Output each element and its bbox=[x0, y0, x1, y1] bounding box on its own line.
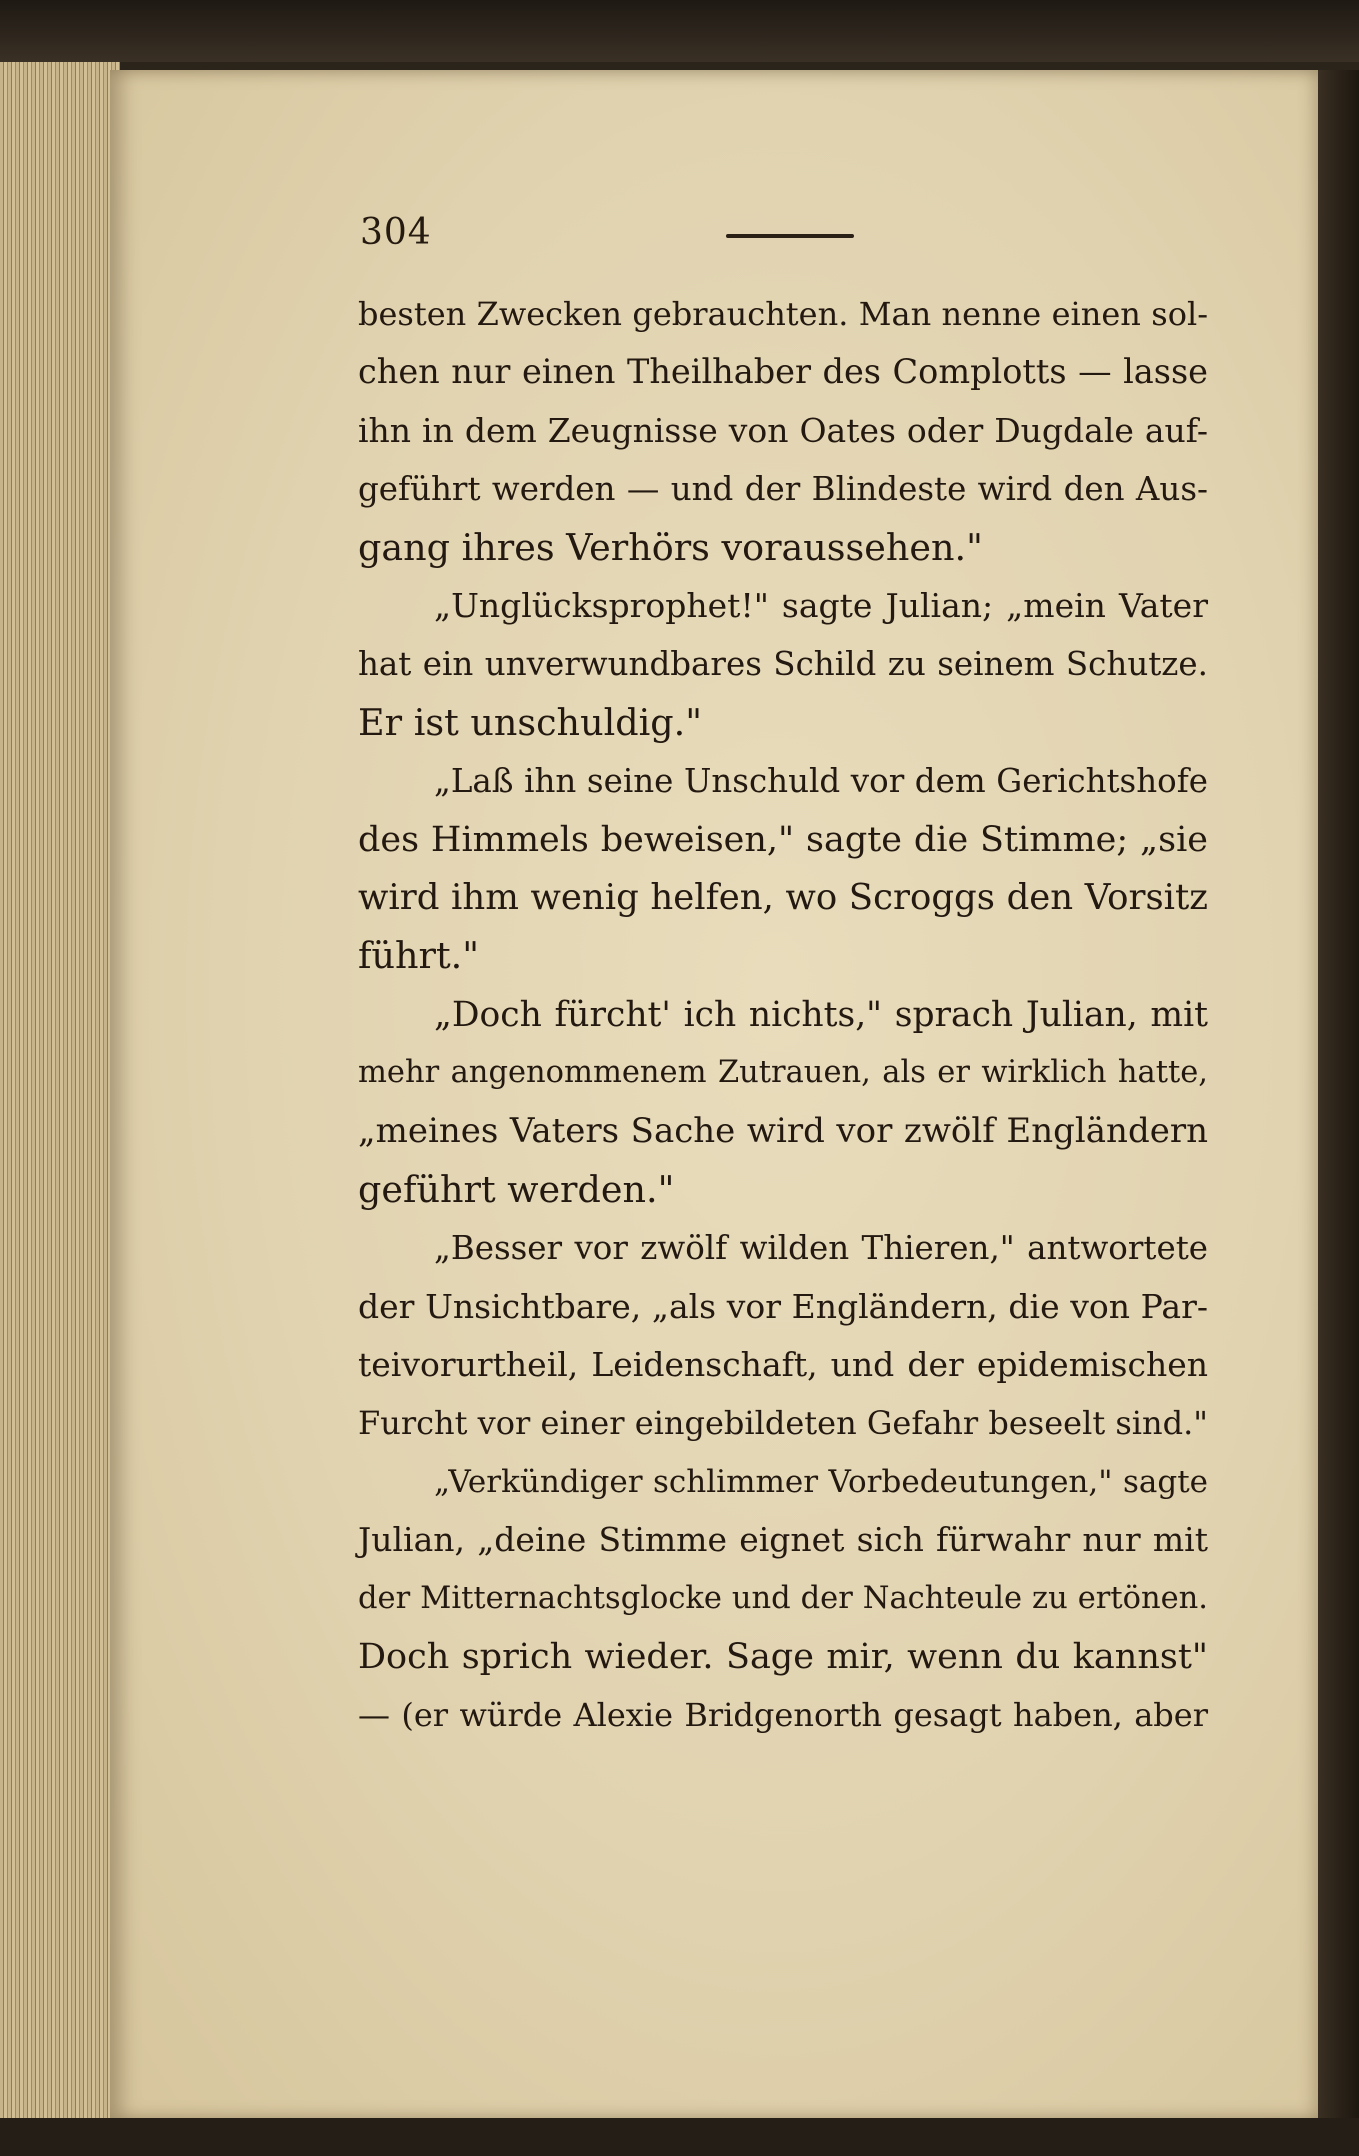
text-line: — (er würde Alexie Bridgenorth gesagt haben, aber bbox=[358, 1696, 1208, 1735]
page-number: 304 bbox=[360, 212, 432, 253]
text-line: wird ihm wenig helfen, wo Scroggs den Vorsitz bbox=[358, 876, 1208, 918]
text-line: „Besser vor zwölf wilden Thieren," antwortete bbox=[434, 1229, 1208, 1268]
text-line: der Unsichtbare, „als vor Engländern, die von Par- bbox=[358, 1286, 1208, 1326]
text-line: gang ihres Verhörs voraussehen." bbox=[358, 525, 983, 569]
text-line: „Laß ihn seine Unschuld vor dem Gerichtshofe bbox=[434, 762, 1208, 801]
text-line: „Verkündiger schlimmer Vorbedeutungen," sagte bbox=[434, 1463, 1208, 1500]
text-line: der Mitternachtsglocke und der Nachteule zu ertönen. bbox=[358, 1580, 1208, 1616]
scan-background-top bbox=[0, 0, 1359, 62]
text-line: Doch sprich wieder. Sage mir, wenn du kannst" bbox=[358, 1636, 1208, 1677]
text-line: besten Zwecken gebrauchten. Man nenne einen sol- bbox=[358, 295, 1208, 333]
text-line: ihn in dem Zeugnisse von Oates oder Dugdale auf- bbox=[358, 410, 1208, 450]
text-line: Furcht vor einer eingebildeten Gefahr beseelt sind." bbox=[358, 1404, 1208, 1443]
text-line: des Himmels beweisen," sagte die Stimme; „sie bbox=[358, 819, 1208, 860]
text-line: „Unglücksprophet!" sagte Julian; „mein Vater bbox=[434, 585, 1208, 625]
body-text bbox=[358, 285, 1208, 1745]
text-line: geführt werden — und der Blindeste wird den Aus- bbox=[358, 470, 1208, 509]
scan-background-bottom bbox=[0, 2118, 1359, 2156]
header-rule bbox=[726, 234, 854, 238]
running-header bbox=[360, 212, 1210, 262]
binding-shadow bbox=[1318, 70, 1359, 2120]
text-line: Er ist unschuldig." bbox=[358, 700, 703, 744]
text-line: „meines Vaters Sache wird vor zwölf Engländern bbox=[358, 1111, 1208, 1152]
text-line: „Doch fürcht' ich nichts," sprach Julian, mit bbox=[434, 994, 1208, 1035]
text-line: mehr angenommenem Zutrauen, als er wirklich hatte, bbox=[358, 1055, 1208, 1091]
text-line: hat ein unverwundbares Schild zu seinem Schutze. bbox=[358, 645, 1208, 684]
text-line: teivorurtheil, Leidenschaft, und der epidemischen bbox=[358, 1345, 1208, 1385]
text-line: geführt werden." bbox=[358, 1167, 675, 1211]
text-line: chen nur einen Theilhaber des Complotts — lasse bbox=[358, 352, 1208, 392]
text-line: Julian, „deine Stimme eignet sich fürwahr nur mit bbox=[358, 1520, 1208, 1560]
text-line: führt." bbox=[358, 934, 480, 978]
page-edges bbox=[0, 62, 120, 2122]
